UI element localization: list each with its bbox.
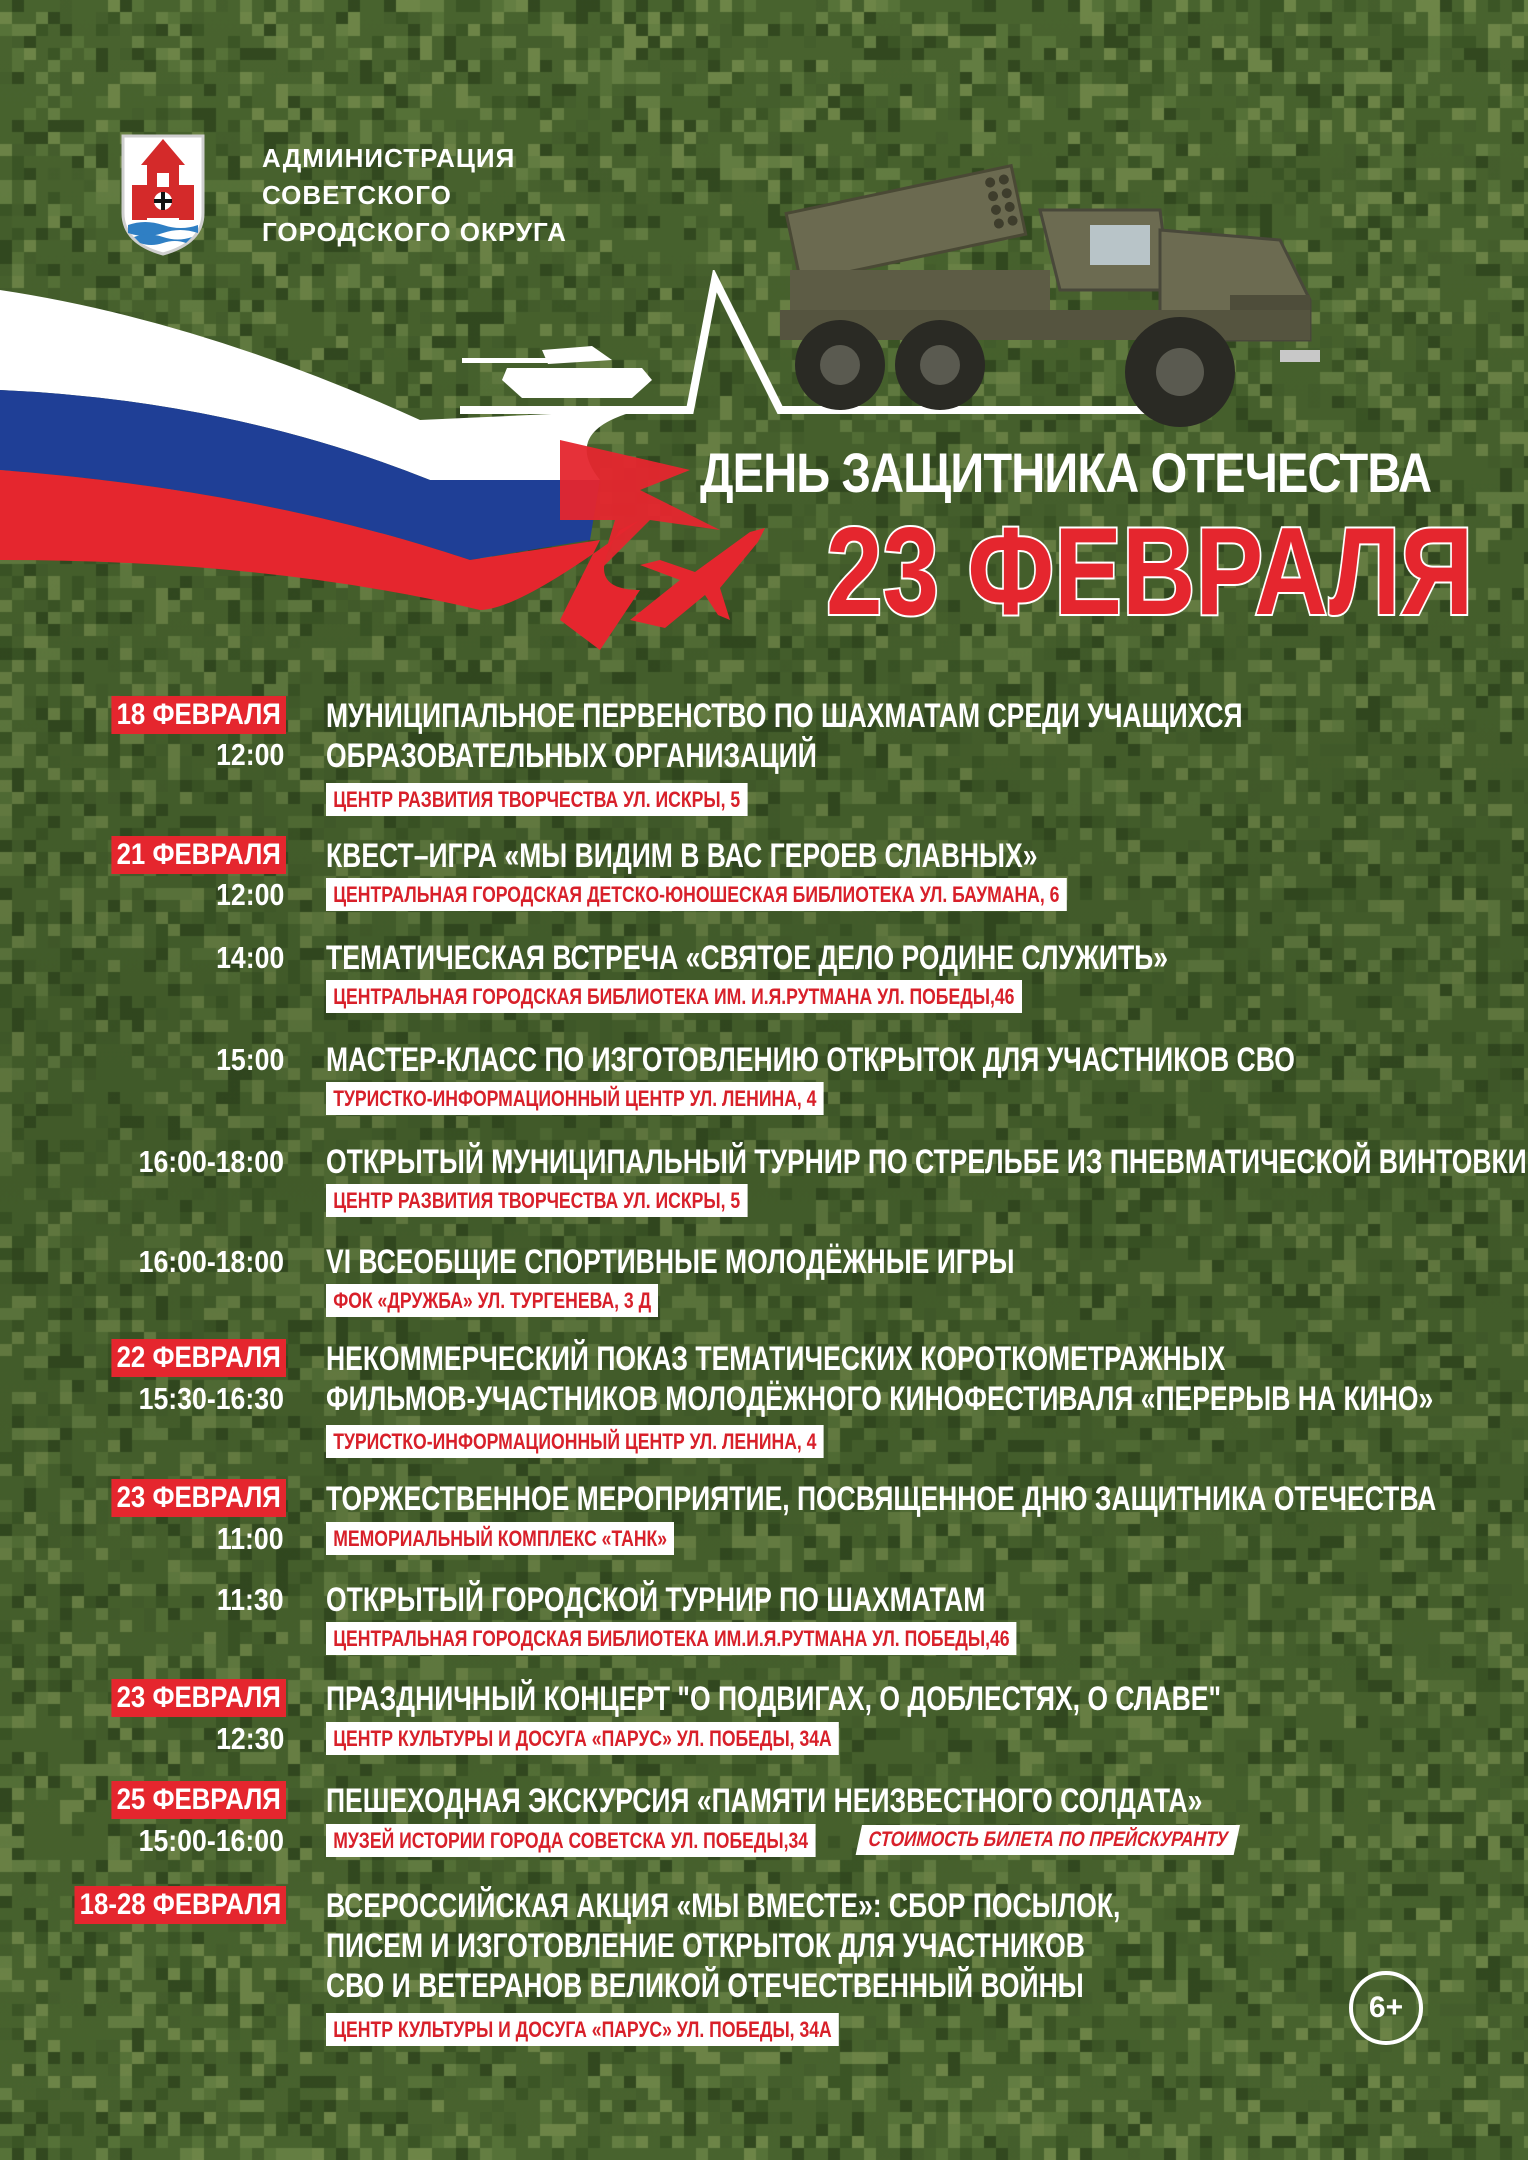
event-title-line: НЕКОММЕРЧЕСКИЙ ПОКАЗ ТЕМАТИЧЕСКИХ КОРОТКОМЕТРАЖНЫХ (326, 1340, 1226, 1378)
ticket-price-note: СТОИМОСТЬ БИЛЕТА ПО ПРЕЙСКУРАНТУ (856, 1825, 1241, 1855)
event-title-line: ПИСЕМ И ИЗГОТОВЛЕНИЕ ОТКРЫТОК ДЛЯ УЧАСТНИКОВ (326, 1927, 1085, 1965)
holiday-date-title: 23 ФЕВРАЛЯ (826, 503, 1474, 641)
event-location: ЦЕНТРАЛЬНАЯ ГОРОДСКАЯ БИБЛИОТЕКА ИМ. И.Я.РУТМАНА УЛ. ПОБЕДЫ,46 (326, 980, 1022, 1013)
admin-line-1: АДМИНИСТРАЦИЯ (262, 143, 516, 173)
event-title-line: ОБРАЗОВАТЕЛЬНЫХ ОРГАНИЗАЦИЙ (326, 737, 817, 775)
event-location: ЦЕНТР РАЗВИТИЯ ТВОРЧЕСТВА УЛ. ИСКРЫ, 5 (326, 1184, 747, 1217)
event-title-line: ТЕМАТИЧЕСКАЯ ВСТРЕЧА «СВЯТОЕ ДЕЛО РОДИНЕ СЛУЖИТЬ» (326, 939, 1168, 977)
event-date: 25 ФЕВРАЛЯ (111, 1781, 286, 1819)
event-date: 18 ФЕВРАЛЯ (111, 696, 286, 734)
event-time: 12:00 (215, 877, 284, 912)
event-time: 16:00-18:00 (138, 1144, 284, 1179)
event-time: 11:30 (217, 1582, 284, 1617)
admin-line-3: ГОРОДСКОГО ОКРУГА (262, 217, 567, 247)
event-time: 15:00-16:00 (138, 1823, 284, 1858)
event-time: 16:00-18:00 (138, 1244, 284, 1279)
event-title-line: ФИЛЬМОВ-УЧАСТНИКОВ МОЛОДЁЖНОГО КИНОФЕСТИВАЛЯ «ПЕРЕРЫВ НА КИНО» (326, 1380, 1434, 1418)
rocket-truck-image (760, 150, 1330, 440)
event-title-line: ВСЕРОССИЙСКАЯ АКЦИЯ «МЫ ВМЕСТЕ»: СБОР ПОСЫЛОК, (326, 1887, 1121, 1925)
event-title-line: СВО И ВЕТЕРАНОВ ВЕЛИКОЙ ОТЕЧЕСТВЕННЫЙ ВОЙНЫ (326, 1967, 1084, 2005)
event-date: 22 ФЕВРАЛЯ (111, 1339, 286, 1377)
tank-silhouette-icon (462, 340, 652, 410)
administration-name (262, 140, 567, 251)
event-time: 15:00 (215, 1042, 284, 1077)
event-title-line: ОТКРЫТЫЙ МУНИЦИПАЛЬНЫЙ ТУРНИР ПО СТРЕЛЬБЕ ИЗ ПНЕВМАТИЧЕСКОЙ ВИНТОВКИ (326, 1143, 1527, 1181)
age-rating-badge: 6+ (1349, 1971, 1423, 2045)
event-title-line: МУНИЦИПАЛЬНОЕ ПЕРВЕНСТВО ПО ШАХМАТАМ СРЕДИ УЧАЩИХСЯ (326, 697, 1243, 735)
event-location: МУЗЕЙ ИСТОРИИ ГОРОДА СОВЕТСКА УЛ. ПОБЕДЫ,34 (326, 1824, 815, 1857)
event-title-line: VI ВСЕОБЩИЕ СПОРТИВНЫЕ МОЛОДЁЖНЫЕ ИГРЫ (326, 1243, 1015, 1281)
event-date: 23 ФЕВРАЛЯ (111, 1679, 286, 1717)
event-title-line: МАСТЕР-КЛАСС ПО ИЗГОТОВЛЕНИЮ ОТКРЫТОК ДЛЯ УЧАСТНИКОВ СВО (326, 1041, 1295, 1079)
event-date: 23 ФЕВРАЛЯ (111, 1479, 286, 1517)
event-location: ФОК «ДРУЖБА» УЛ. ТУРГЕНЕВА, 3 Д (326, 1284, 658, 1317)
event-time: 15:30-16:30 (138, 1381, 284, 1416)
event-title-line: ПРАЗДНИЧНЫЙ КОНЦЕРТ "О ПОДВИГАХ, О ДОБЛЕСТЯХ, О СЛАВЕ" (326, 1680, 1222, 1718)
event-title-line: КВЕСТ–ИГРА «МЫ ВИДИМ В ВАС ГЕРОЕВ СЛАВНЫХ» (326, 837, 1038, 875)
event-location: ЦЕНТРАЛЬНАЯ ГОРОДСКАЯ БИБЛИОТЕКА ИМ.И.Я.РУТМАНА УЛ. ПОБЕДЫ,46 (326, 1622, 1017, 1655)
event-time: 12:30 (215, 1721, 284, 1756)
event-title-line: ОТКРЫТЫЙ ГОРОДСКОЙ ТУРНИР ПО ШАХМАТАМ (326, 1581, 986, 1619)
admin-line-2: СОВЕТСКОГО (262, 180, 452, 210)
event-location: ЦЕНТРАЛЬНАЯ ГОРОДСКАЯ ДЕТСКО-ЮНОШЕСКАЯ БИБЛИОТЕКА УЛ. БАУМАНА, 6 (326, 878, 1067, 911)
event-location: ТУРИСТКО-ИНФОРМАЦИОННЫЙ ЦЕНТР УЛ. ЛЕНИНА, 4 (326, 1425, 824, 1458)
page-title: ДЕНЬ ЗАЩИТНИКА ОТЕЧЕСТВА (700, 441, 1432, 504)
event-time: 11:00 (217, 1521, 284, 1556)
event-location: МЕМОРИАЛЬНЫЙ КОМПЛЕКС «ТАНК» (326, 1522, 674, 1555)
event-time: 12:00 (215, 737, 284, 772)
event-location: ТУРИСТКО-ИНФОРМАЦИОННЫЙ ЦЕНТР УЛ. ЛЕНИНА, 4 (326, 1082, 824, 1115)
fighter-jet-icon (620, 520, 770, 630)
event-title-line: ТОРЖЕСТВЕННОЕ МЕРОПРИЯТИЕ, ПОСВЯЩЕННОЕ ДНЮ ЗАЩИТНИКА ОТЕЧЕСТВА (326, 1480, 1437, 1518)
event-location: ЦЕНТР КУЛЬТУРЫ И ДОСУГА «ПАРУС» УЛ. ПОБЕДЫ, 34А (326, 1722, 839, 1755)
coat-of-arms-icon (120, 133, 206, 257)
event-location: ЦЕНТР КУЛЬТУРЫ И ДОСУГА «ПАРУС» УЛ. ПОБЕДЫ, 34А (326, 2013, 839, 2046)
event-date: 18-28 ФЕВРАЛЯ (74, 1886, 286, 1924)
event-title-line: ПЕШЕХОДНАЯ ЭКСКУРСИЯ «ПАМЯТИ НЕИЗВЕСТНОГО СОЛДАТА» (326, 1782, 1203, 1820)
event-date: 21 ФЕВРАЛЯ (111, 836, 286, 874)
event-time: 14:00 (215, 940, 284, 975)
event-location: ЦЕНТР РАЗВИТИЯ ТВОРЧЕСТВА УЛ. ИСКРЫ, 5 (326, 783, 747, 816)
